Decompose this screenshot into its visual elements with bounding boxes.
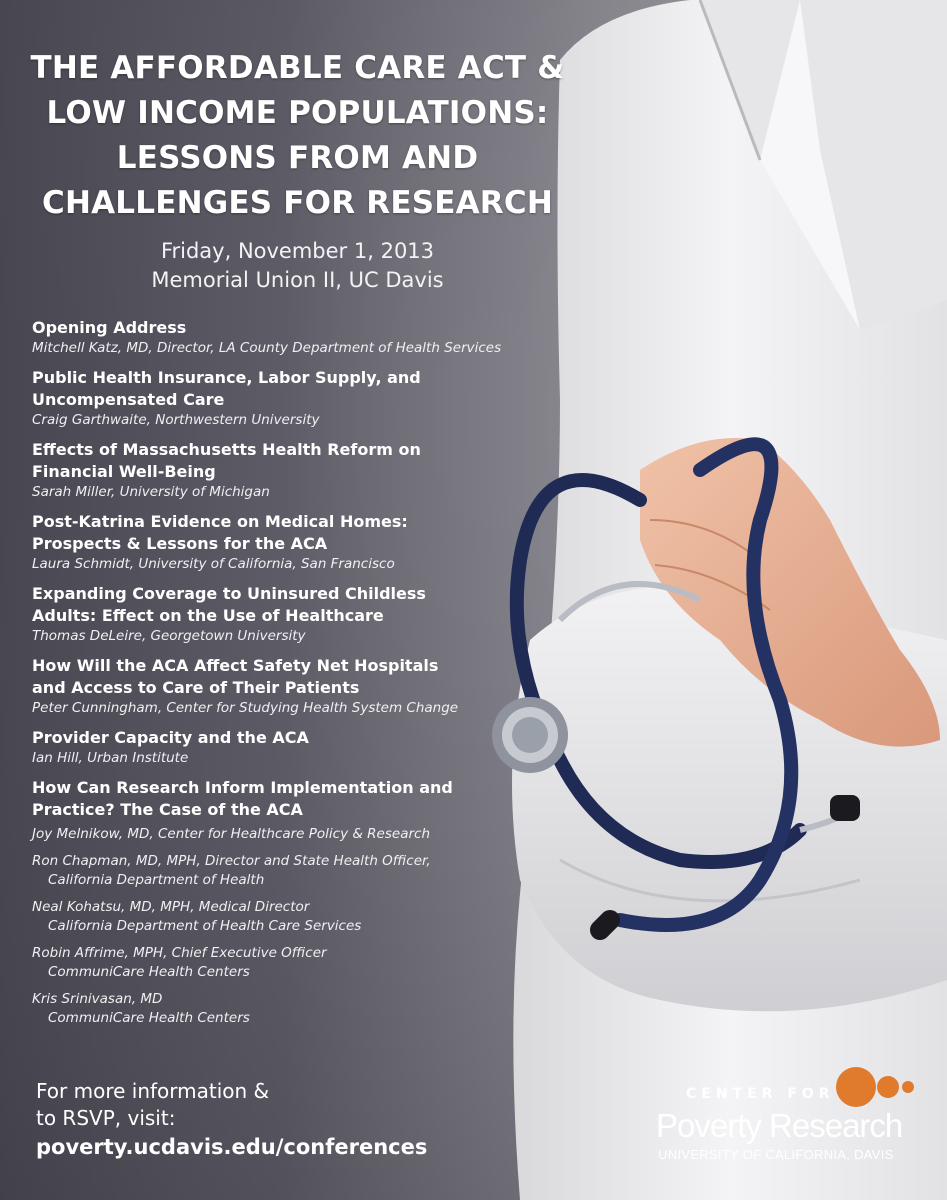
panelist-affiliation: CommuniCare Health Centers xyxy=(48,964,250,980)
session-title: Expanding Coverage to Uninsured Childless xyxy=(32,584,426,603)
logo-dots-icon xyxy=(836,1065,916,1109)
logo-name: Poverty Research xyxy=(656,1107,903,1144)
event-date: Friday, November 1, 2013 xyxy=(160,239,435,263)
session-speaker: Laura Schmidt, University of California, San Francisco xyxy=(32,556,395,572)
panel-title: How Can Research Inform Implementation and xyxy=(32,778,453,797)
session-title: Prospects & Lessons for the ACA xyxy=(32,534,328,553)
session-title: How Will the ACA Affect Safety Net Hospitals xyxy=(32,656,439,675)
rsvp-block xyxy=(36,1078,516,1162)
session-item xyxy=(32,583,552,646)
panelist-name: Robin Affrime, MPH, Chief Executive Officer xyxy=(32,945,327,961)
panel-title: Practice? The Case of the ACA xyxy=(32,800,303,819)
session-title: Financial Well-Being xyxy=(32,462,216,481)
session-item xyxy=(32,367,552,430)
session-speaker: Peter Cunningham, Center for Studying Health System Change xyxy=(32,700,459,716)
panelist-list xyxy=(32,825,552,1028)
panelist xyxy=(32,898,552,936)
panelist-affiliation: California Department of Health Care Services xyxy=(48,918,362,934)
title-line: CHALLENGES FOR RESEARCH xyxy=(42,185,553,221)
session-title: Provider Capacity and the ACA xyxy=(32,728,309,747)
event-venue: Memorial Union II, UC Davis xyxy=(151,268,444,292)
panelist-name: Joy Melnikow, MD, Center for Healthcare Policy & Research xyxy=(32,826,430,842)
title-line: LESSONS FROM AND xyxy=(116,140,479,176)
panelist xyxy=(32,990,552,1028)
rsvp-link[interactable]: poverty.ucdavis.edu/conferences xyxy=(36,1135,428,1159)
panelist-name: Neal Kohatsu, MD, MPH, Medical Director xyxy=(32,899,310,915)
title-line: THE AFFORDABLE CARE ACT & xyxy=(30,50,565,86)
session-title: and Access to Care of Their Patients xyxy=(32,678,360,697)
session-item xyxy=(32,511,552,574)
session-speaker: Mitchell Katz, MD, Director, LA County Department of Health Services xyxy=(32,340,502,356)
rsvp-text: to RSVP, visit: xyxy=(36,1106,176,1130)
session-speaker: Craig Garthwaite, Northwestern University xyxy=(32,412,320,428)
program-list xyxy=(32,317,552,1037)
panel-session xyxy=(32,777,552,1028)
logo-university: UNIVERSITY OF CALIFORNIA, DAVIS xyxy=(658,1147,894,1162)
logo-center-for: CENTER FOR xyxy=(686,1086,835,1102)
session-title: Public Health Insurance, Labor Supply, and xyxy=(32,368,421,387)
poster-title xyxy=(20,46,575,226)
session-item xyxy=(32,439,552,502)
session-speaker: Thomas DeLeire, Georgetown University xyxy=(32,628,306,644)
session-speaker: Sarah Miller, University of Michigan xyxy=(32,484,270,500)
session-title: Adults: Effect on the Use of Healthcare xyxy=(32,606,384,625)
title-line: LOW INCOME POPULATIONS: xyxy=(46,95,549,131)
session-item xyxy=(32,655,552,718)
event-info xyxy=(20,237,575,295)
panelist-name: Kris Srinivasan, MD xyxy=(32,991,163,1007)
center-logo xyxy=(656,1063,926,1173)
session-item xyxy=(32,727,552,768)
panelist-affiliation: CommuniCare Health Centers xyxy=(48,1010,250,1026)
session-title: Effects of Massachusetts Health Reform on xyxy=(32,440,421,459)
rsvp-text: For more information & xyxy=(36,1079,270,1103)
panelist xyxy=(32,825,552,844)
session-speaker: Ian Hill, Urban Institute xyxy=(32,750,189,766)
session-title: Opening Address xyxy=(32,318,187,337)
session-title: Uncompensated Care xyxy=(32,390,225,409)
session-item xyxy=(32,317,552,358)
panelist xyxy=(32,944,552,982)
panelist-affiliation: California Department of Health xyxy=(48,872,265,888)
panelist-name: Ron Chapman, MD, MPH, Director and State Health Officer, xyxy=(32,853,431,869)
session-title: Post-Katrina Evidence on Medical Homes: xyxy=(32,512,408,531)
panelist xyxy=(32,852,552,890)
